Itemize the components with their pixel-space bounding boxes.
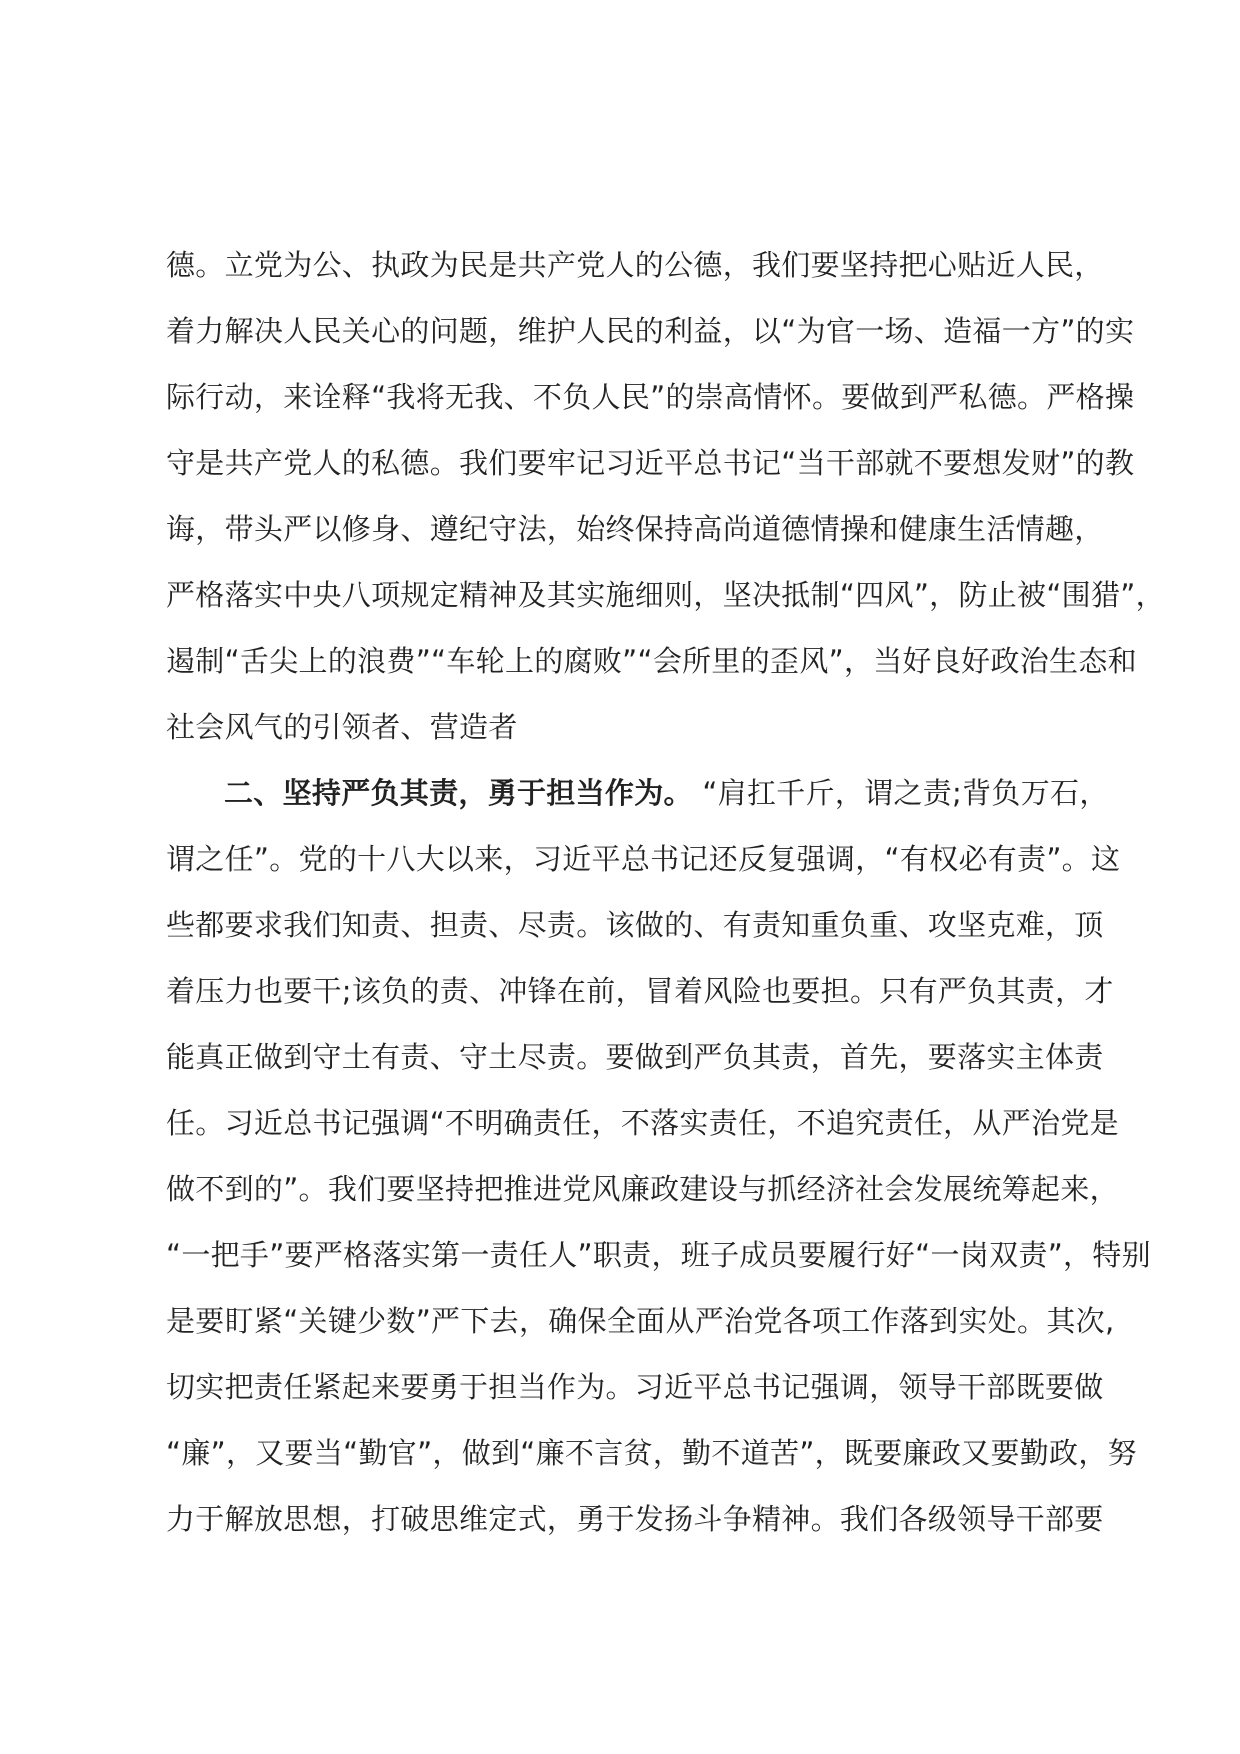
text-line: 严格落实中央八项规定精神及其实施细则，坚决抵制“四风”，防止被“围猎”，	[166, 578, 1165, 612]
text-line: 社会风气的引领者、营造者	[166, 710, 518, 744]
text-line: 能真正做到守土有责、守土尽责。要做到严负其责，首先，要落实主体责	[166, 1040, 1104, 1074]
text-line: 遏制“舌尖上的浪费”“车轮上的腐败”“会所里的歪风”，当好良好政治生态和	[166, 644, 1137, 678]
text-line: 做不到的”。我们要坚持把推进党风廉政建设与抓经济社会发展统筹起来，	[166, 1172, 1119, 1206]
section-heading: 二、坚持严负其责，勇于担当作为。	[224, 776, 693, 810]
text-line: 是要盯紧“关键少数”严下去，确保全面从严治党各项工作落到实处。其次,	[166, 1304, 1115, 1338]
paragraph-first-line	[224, 773, 1109, 813]
text-line: “一把手”要严格落实第一责任人”职责，班子成员要履行好“一岗双责”，特别	[166, 1238, 1151, 1272]
text-line: 些都要求我们知责、担责、尽责。该做的、有责知重负重、攻坚克难，顶	[166, 908, 1104, 942]
text-line: 着压力也要干;该负的责、冲锋在前，冒着风险也要担。只有严负其责，才	[166, 974, 1114, 1008]
text-line: 诲，带头严以修身、遵纪守法，始终保持高尚道德情操和健康生活情趣，	[166, 512, 1104, 546]
text-line: 德。立党为公、执政为民是共产党人的公德，我们要坚持把心贴近人民，	[166, 248, 1104, 282]
text-span: “肩扛千斤，谓之责;背负万石，	[692, 776, 1109, 810]
text-line: 守是共产党人的私德。我们要牢记习近平总书记“当干部就不要想发财”的教	[166, 446, 1135, 480]
text-line: 任。习近总书记强调“不明确责任，不落实责任，不追究责任，从严治党是	[166, 1106, 1119, 1140]
text-line: 切实把责任紧起来要勇于担当作为。习近平总书记强调，领导干部既要做	[166, 1370, 1104, 1404]
text-line: 着力解决人民关心的问题，维护人民的利益，以“为官一场、造福一方”的实	[166, 314, 1135, 348]
text-line: 谓之任”。党的十八大以来，习近平总书记还反复强调，“有权必有责”。这	[166, 842, 1121, 876]
text-line: 际行动，来诠释“我将无我、不负人民”的崇高情怀。要做到严私德。严格操	[166, 380, 1135, 414]
text-line: 力于解放思想，打破思维定式，勇于发扬斗争精神。我们各级领导干部要	[166, 1502, 1104, 1536]
text-line: “廉”，又要当“勤官”，做到“廉不言贫，勤不道苦”，既要廉政又要勤政，努	[166, 1436, 1137, 1470]
